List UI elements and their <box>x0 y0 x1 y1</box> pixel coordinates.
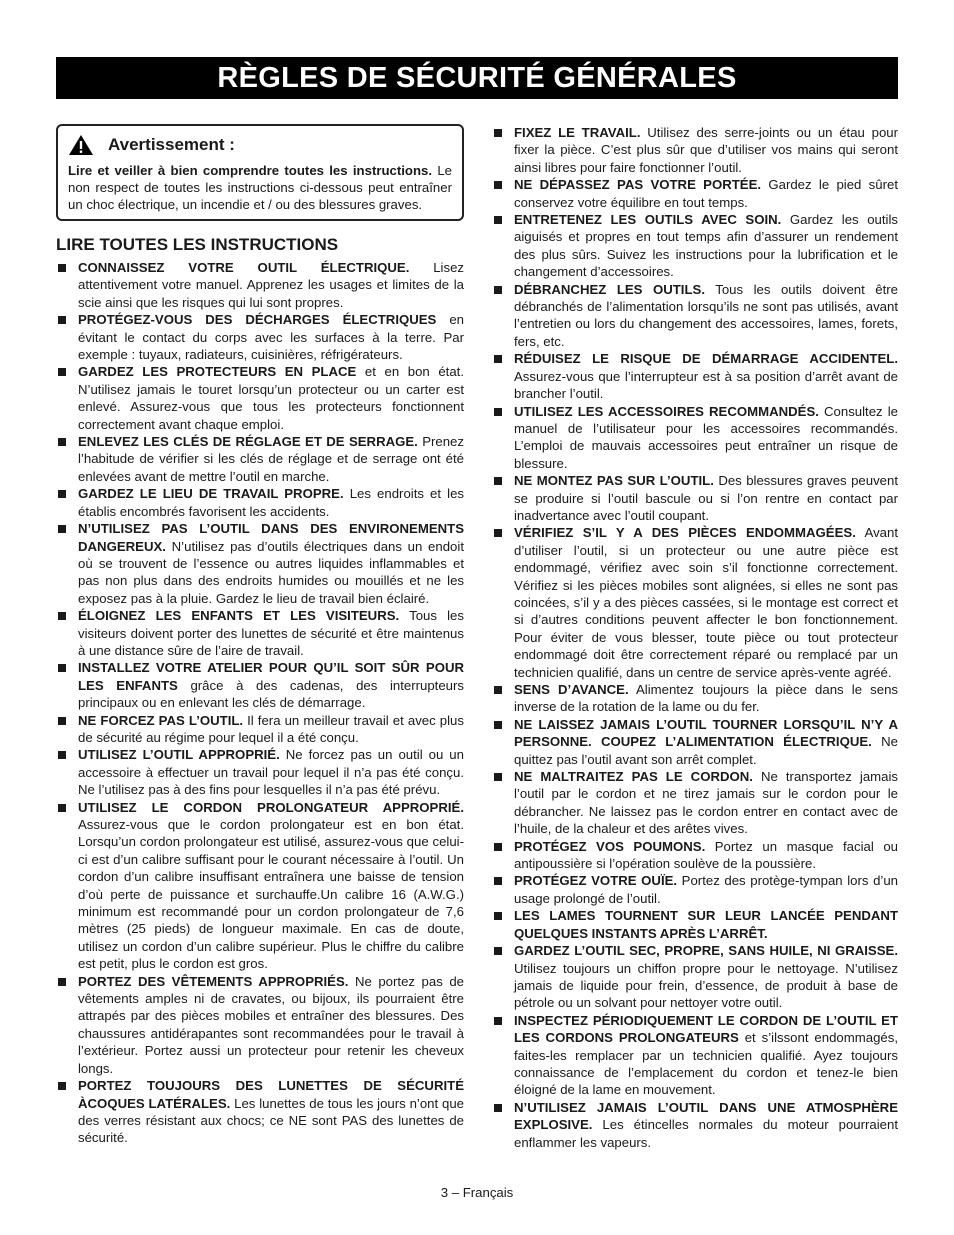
rule-text: Les étincelles normales du moteur pourraient enflammer les vapeurs. <box>514 1117 898 1150</box>
rule-item <box>492 1012 898 1099</box>
rule-item <box>56 746 464 798</box>
rule-item <box>492 1099 898 1151</box>
page-number: 3 – Français <box>440 1185 514 1200</box>
rule-text: Gardez le pied sûret conservez votre équilibre en tout temps. <box>514 177 899 210</box>
rule-item <box>492 350 898 402</box>
rule-item <box>492 907 898 942</box>
rule-lead: GARDEZ LE LIEU DE TRAVAIL PROPRE. <box>78 486 344 502</box>
rule-text: Prenez l’habitude de vérifier si les clés de réglage et de serrage ont été enlevées avant de mettre l’outil en marche. <box>78 434 464 484</box>
right-rules-list <box>492 124 898 1151</box>
rule-lead: RÉDUISEZ LE RISQUE DE DÉMARRAGE ACCIDENTEL. <box>514 351 898 367</box>
rule-lead: INSTALLEZ VOTRE ATELIER POUR QU’IL SOIT SÛR POUR LES ENFANTS <box>78 660 464 693</box>
rule-lead: GARDEZ L’OUTIL SEC, PROPRE, SANS HUILE, NI GRAISSE. <box>514 943 898 959</box>
rule-lead: NE MALTRAITEZ PAS LE CORDON. <box>514 769 753 785</box>
rule-text: Portez des protège-tympan lors d’un usage prolongé de l’outil. <box>514 873 898 906</box>
rule-text: Avant d’utiliser l’outil, si un protecteur ou une autre pièce est endommagé, vérifiez avec soin s’il fonctionne correctement. Vérifiez si les pièces mobiles sont alignées, si elles ne sont pas coincées, s’il y a des pièces cassées, si le montage est correct et si d’autres conditions peuvent affecter le bon fonctionnement. Pour éviter de vous blesser, toute pièce ou tout protecteur endommagé doit être correctement réparé ou remplacé par un technicien qualifié, dans un centre de service après-vente agréé. <box>514 525 898 680</box>
rule-text: Les endroits et les établis encombrés favorisent les accidents. <box>78 486 464 519</box>
rule-text: Consultez le manuel de l’utilisateur pour les accessoires recommandés. L’emploi de mauvais accessoires peut entraîner un risque de blessure. <box>514 403 898 471</box>
rule-item <box>492 281 898 351</box>
rule-lead: ENLEVEZ LES CLÉS DE RÉGLAGE ET DE SERRAGE. <box>78 434 418 450</box>
rule-text: Portez un masque facial ou antipoussière si l’opération soulève de la poussière. <box>514 838 898 872</box>
rule-text: Tous les visiteurs doivent porter des lunettes de sécurité et être maintenus à une distance sûre de l’aire de travail. <box>78 608 464 658</box>
rule-lead: INSPECTEZ PÉRIODIQUEMENT LE CORDON DE L’OUTIL ET LES CORDONS PROLONGATEURS <box>514 1012 898 1046</box>
rule-text: en évitant le contact du corps avec les surfaces à la terre. Par exemple : tuyaux, radiateurs, cuisinières, réfrigérateurs. <box>78 312 464 363</box>
rule-text: Ne forcez pas un outil ou un accessoire à effectuer un travail pour lequel il n’a pas été conçu. Ne l’utilisez pas à des fins pour lesquelles il n’a pas été prévu. <box>78 747 464 798</box>
rule-lead: FIXEZ LE TRAVAIL. <box>514 125 641 140</box>
rule-lead: N’UTILISEZ JAMAIS L’OUTIL DANS UNE ATMOSPHÈRE EXPLOSIVE. <box>514 1099 898 1133</box>
warning-text <box>68 162 452 213</box>
warning-lead: Lire et veiller à bien comprendre toutes les instructions. <box>68 163 433 178</box>
rule-item <box>56 363 464 433</box>
rule-lead: VÉRIFIEZ S’IL Y A DES PIÈCES ENDOMMAGÉES. <box>514 525 856 541</box>
rule-text: Des blessures graves peuvent se produire si l’outil bascule ou si l’on rentre en contact par inadvertance avec l’outil coupant. <box>514 473 898 523</box>
rule-item <box>56 1077 464 1147</box>
warning-box <box>56 124 464 221</box>
rule-item <box>492 176 898 211</box>
warning-triangle-icon <box>68 134 94 156</box>
warning-header <box>68 134 452 156</box>
rule-lead: LES LAMES TOURNENT SUR LEUR LANCÉE PENDANT QUELQUES INSTANTS APRÈS L’ARRÊT. <box>514 908 898 941</box>
rule-lead: NE LAISSEZ JAMAIS L’OUTIL TOURNER LORSQU’IL N’Y A PERSONNE. COUPEZ L’ALIMENTATION ÉLECTRIQUE. <box>514 716 898 750</box>
rule-text: Assurez-vous que l’interrupteur est à sa position d’arrêt avant de brancher l’outil. <box>514 368 898 402</box>
left-rules-list <box>56 259 464 1147</box>
rule-text: Utilisez des serre-joints ou un étau pour fixer la pièce. C’est plus sûr que d’utiliser vos mains qui seront ainsi libres pour faire fonctionner l’outil. <box>514 125 898 175</box>
rule-lead: ENTRETENEZ LES OUTILS AVEC SOIN. <box>514 212 782 228</box>
rule-item <box>492 403 898 473</box>
page-title: RÈGLES DE SÉCURITÉ GÉNÉRALES <box>217 62 737 94</box>
rule-text: N’utilisez pas d’outils électriques dans un endoit où se trouvent de l’essence ou autres liquides inflammables et pas non plus dans des endroits humides ou mouillés et ne les exposez pas à la pluie. Gardez le lieu de travail bien éclairé. <box>78 538 464 606</box>
right-column <box>492 124 898 1151</box>
rule-item <box>492 716 898 768</box>
rule-text: Utilisez toujours un chiffon propre pour le nettoyage. N’utilisez jamais de liquide pour frein, d’essence, de produit à base de pétrole ou un solvant pour nettoyer votre outil. <box>514 960 898 1011</box>
rule-lead: SENS D’AVANCE. <box>514 682 629 697</box>
rule-lead: NE FORCEZ PAS L’OUTIL. <box>78 712 244 728</box>
rule-lead: UTILISEZ LES ACCESSOIRES RECOMMANDÉS. <box>514 403 819 419</box>
rule-lead: UTILISEZ LE CORDON PROLONGATEUR APPROPRIÉ. <box>78 799 464 815</box>
rule-item <box>56 712 464 747</box>
rule-text: Il fera un meilleur travail et avec plus de sécurité au régime pour lequel il a été conçu. <box>78 712 464 745</box>
rule-item <box>56 485 464 520</box>
rule-item <box>492 942 898 1012</box>
rule-item <box>56 799 464 973</box>
rule-text: et en bon état. N’utilisez jamais le touret lorsqu’un protecteur ou un carter est enlevé. Assurez-vous que tous les protecteurs fonctionnent correctement avant chaque emploi. <box>78 364 464 432</box>
rule-lead: DÉBRANCHEZ LES OUTILS. <box>514 281 705 297</box>
rule-item <box>56 607 464 659</box>
rule-lead: N’UTILISEZ PAS L’OUTIL DANS DES ENVIRONEMENTS DANGEREUX. <box>78 521 464 554</box>
rule-item <box>492 838 898 873</box>
rule-text: Gardez les outils aiguisés et propres en tout temps afin d’assurer un rendement des plus sûrs. Suivez les instructions pour la lubrification et le changement d’accessoires. <box>514 212 898 280</box>
rule-lead: PORTEZ TOUJOURS DES LUNETTES DE SÉCURITÉ ÀCOQUES LATÉRALES. <box>78 1078 464 1111</box>
section-heading: LIRE TOUTES LES INSTRUCTIONS <box>56 235 339 254</box>
rule-item <box>492 872 898 907</box>
rule-lead: ÉLOIGNEZ LES ENFANTS ET LES VISITEURS. <box>78 608 400 624</box>
rule-lead: NE MONTEZ PAS SUR L’OUTIL. <box>514 473 714 489</box>
warning-body: Le non respect de toutes les instructions ci-dessous peut entraîner un choc électrique, un incendie et / ou des blessures graves. <box>68 163 452 212</box>
rule-lead: GARDEZ LES PROTECTEURS EN PLACE <box>78 364 357 380</box>
rule-lead: PORTEZ DES VÊTEMENTS APPROPRIÉS. <box>78 973 349 989</box>
rule-lead: PROTÉGEZ VOTRE OUÏE. <box>514 873 678 889</box>
rule-text: Lisez attentivement votre manuel. Apprenez les usages et limites de la scie ainsi que les risques qui lui sont propres. <box>78 260 464 310</box>
rule-item <box>56 659 464 711</box>
rule-text: grâce à des cadenas, des interrupteurs principaux ou en enlevant les clés de démarrage. <box>78 677 464 711</box>
rule-text: Alimentez toujours la pièce dans le sens inverse de la rotation de la lame ou du fer. <box>514 682 898 715</box>
rule-lead: CONNAISSEZ VOTRE OUTIL ÉLECTRIQUE. <box>78 260 410 275</box>
title-bar <box>56 57 898 99</box>
rule-text: Les lunettes de tous les jours n’ont que des verres résistant aux chocs; ce NE sont PAS des lunettes de sécurité. <box>78 1095 464 1146</box>
rule-text: et s’ilssont endommagés, faites-les remplacer par un technicien qualifié. Ayez toujours connaissance de l’emplacement du cordon et tenez-le bien éloigné de la lame en mouvement. <box>514 1030 898 1098</box>
left-column <box>56 124 464 1147</box>
rule-item <box>56 520 464 607</box>
rule-item <box>56 259 464 311</box>
rule-lead: NE DÉPASSEZ PAS VOTRE PORTÉE. <box>514 177 762 193</box>
rule-lead: PROTÉGEZ VOS POUMONS. <box>514 838 706 854</box>
rule-item <box>56 973 464 1077</box>
rule-item <box>56 433 464 485</box>
rule-item <box>492 524 898 681</box>
rule-item <box>492 124 898 176</box>
rule-text: Tous les outils doivent être débranchés de l’alimentation lorsqu’ils ne sont pas utilisés, avant l’entretien ou lors du changement des accessoires, lames, forets, fers, etc. <box>514 281 898 349</box>
rule-item <box>492 472 898 524</box>
rule-item <box>492 681 898 716</box>
rule-lead: PROTÉGEZ-VOUS DES DÉCHARGES ÉLECTRIQUES <box>78 312 437 328</box>
rule-item <box>492 211 898 281</box>
rule-text: Ne portez pas de vêtements amples ni de cravates, ou bijoux, ils pourraient être attrapés par des pièces mobiles et entraîner des blessures. Des chaussures antidérapantes sont recommandées pour le travail à l’extérieur. Portez aussi un protecteur pour retenir les cheveux longs. <box>78 973 464 1076</box>
rule-text: Ne transportez jamais l’outil par le cordon et ne tirez jamais sur le cordon pour le débrancher. Ne laissez pas le cordon entrer en contact avec de l’huile, de la chaleur et des arêtes vives. <box>514 769 898 837</box>
rule-item <box>56 311 464 363</box>
rule-text: Ne quittez pas l’outil avant son arrêt complet. <box>514 734 898 767</box>
rule-text: Assurez-vous que le cordon prolongateur est en bon état. Lorsqu’un cordon prolongateur est utilisé, assurez-vous que celui-ci est d’un calibre suffisant pour le courant nécessaire à l’outil. Un cordon d’un calibre insuffisant entraînera une baisse de tension d’où perte de puissance et surchauffe.Un calibre 16 (A.W.G.) minimum est recommandé pour un cordon prolongateur de 7,6 mètres (25 pieds) de longueur maximale. En cas de doute, utilisez un cordon d’un calibre supérieur. Plus le chiffre du calibre est petit, plus le cordon est gros. <box>78 817 464 972</box>
rule-lead: UTILISEZ L’OUTIL APPROPRIÉ. <box>78 747 280 763</box>
rule-item <box>492 768 898 838</box>
warning-heading: Avertissement : <box>108 135 235 154</box>
